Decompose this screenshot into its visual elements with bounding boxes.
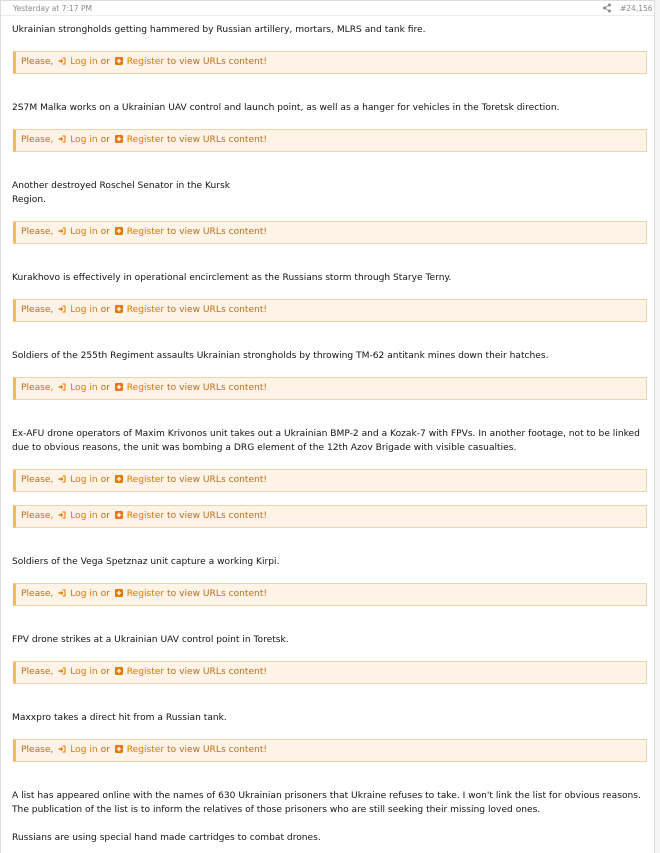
post-paragraph: Soldiers of the Vega Spetznaz unit capture a working Kirpi.	[12, 557, 280, 567]
post-header	[1, 1, 654, 16]
notice-please: Please,	[21, 383, 54, 393]
share-icon[interactable]	[602, 3, 612, 13]
login-link[interactable]: Log in	[70, 511, 98, 521]
register-link[interactable]: Register	[126, 135, 165, 145]
sign-in-icon	[58, 475, 66, 483]
login-notice	[13, 583, 647, 606]
notice-suffix: to view URLs content!	[167, 475, 268, 485]
notice-or: or	[100, 57, 110, 67]
sign-in-icon	[58, 305, 66, 313]
plus-square-icon	[115, 589, 123, 597]
post-paragraph: Ex-AFU drone operators of Maxim Krivonos unit takes out a Ukrainian BMP-2 and a Kozak-7 with FPVs. In another footage, not to be linked due to obvious reasons, the unit was bombing a DRG element of the 12th Azov Brigade with visible casualties.	[12, 429, 640, 453]
notice-or: or	[100, 511, 110, 521]
login-link[interactable]: Log in	[70, 667, 98, 677]
plus-square-icon	[115, 475, 123, 483]
register-link[interactable]: Register	[126, 227, 165, 237]
login-notice	[13, 469, 647, 492]
notice-please: Please,	[21, 135, 54, 145]
post-number[interactable]: #24,156	[620, 4, 653, 13]
notice-or: or	[100, 135, 110, 145]
plus-square-icon	[115, 57, 123, 65]
login-link[interactable]: Log in	[70, 475, 98, 485]
login-notice	[13, 377, 647, 400]
register-link[interactable]: Register	[126, 745, 165, 755]
login-notice	[13, 51, 647, 74]
login-notice	[13, 299, 647, 322]
login-link[interactable]: Log in	[70, 305, 98, 315]
sign-in-icon	[58, 667, 66, 675]
login-notice	[13, 739, 647, 762]
post-timestamp[interactable]: Yesterday at 7:17 PM	[13, 4, 92, 13]
register-link[interactable]: Register	[126, 57, 165, 67]
post-paragraph: Another destroyed Roschel Senator in the Kursk Region.	[12, 181, 230, 205]
notice-please: Please,	[21, 305, 54, 315]
notice-or: or	[100, 475, 110, 485]
post-paragraph: Maxxpro takes a direct hit from a Russian tank.	[12, 713, 227, 723]
plus-square-icon	[115, 667, 123, 675]
notice-please: Please,	[21, 511, 54, 521]
post-paragraph: Soldiers of the 255th Regiment assaults Ukrainian strongholds by throwing TM-62 antitank mines down their hatches.	[12, 351, 549, 361]
register-link[interactable]: Register	[126, 305, 165, 315]
sign-in-icon	[58, 511, 66, 519]
notice-suffix: to view URLs content!	[167, 383, 268, 393]
post-paragraph: Ukrainian strongholds getting hammered by Russian artillery, mortars, MLRS and tank fire.	[12, 25, 426, 35]
notice-suffix: to view URLs content!	[167, 745, 268, 755]
plus-square-icon	[115, 305, 123, 313]
login-link[interactable]: Log in	[70, 135, 98, 145]
plus-square-icon	[115, 227, 123, 235]
post-paragraph: FPV drone strikes at a Ukrainian UAV control point in Toretsk.	[12, 635, 289, 645]
notice-please: Please,	[21, 589, 54, 599]
sign-in-icon	[58, 57, 66, 65]
register-link[interactable]: Register	[126, 383, 165, 393]
register-link[interactable]: Register	[126, 589, 165, 599]
login-link[interactable]: Log in	[70, 227, 98, 237]
notice-suffix: to view URLs content!	[167, 227, 268, 237]
login-notice	[13, 505, 647, 528]
notice-or: or	[100, 227, 110, 237]
post-paragraph: 2S7M Malka works on a Ukrainian UAV control and launch point, as well as a hanger for vehicles in the Toretsk direction.	[12, 103, 560, 113]
plus-square-icon	[115, 135, 123, 143]
notice-please: Please,	[21, 745, 54, 755]
login-link[interactable]: Log in	[70, 383, 98, 393]
login-notice	[13, 661, 647, 684]
post-paragraph: A list has appeared online with the names of 630 Ukrainian prisoners that Ukraine refuses to take. I won't link the list for obvious reasons. The publication of the list is to inform the relatives of those prisoners who are still seeking their missing loved ones.	[12, 791, 641, 815]
notice-suffix: to view URLs content!	[167, 135, 268, 145]
notice-suffix: to view URLs content!	[167, 667, 268, 677]
login-notice	[13, 129, 647, 152]
notice-or: or	[100, 305, 110, 315]
sign-in-icon	[58, 589, 66, 597]
login-link[interactable]: Log in	[70, 745, 98, 755]
scrollbar[interactable]	[655, 0, 660, 853]
notice-or: or	[100, 383, 110, 393]
sign-in-icon	[58, 383, 66, 391]
sign-in-icon	[58, 745, 66, 753]
notice-suffix: to view URLs content!	[167, 305, 268, 315]
login-link[interactable]: Log in	[70, 589, 98, 599]
notice-please: Please,	[21, 667, 54, 677]
register-link[interactable]: Register	[126, 475, 165, 485]
notice-please: Please,	[21, 227, 54, 237]
sign-in-icon	[58, 227, 66, 235]
notice-or: or	[100, 667, 110, 677]
plus-square-icon	[115, 745, 123, 753]
post-paragraph: Kurakhovo is effectively in operational encirclement as the Russians storm through Starye Terny.	[12, 273, 452, 283]
sign-in-icon	[58, 135, 66, 143]
notice-please: Please,	[21, 475, 54, 485]
notice-please: Please,	[21, 57, 54, 67]
plus-square-icon	[115, 383, 123, 391]
register-link[interactable]: Register	[126, 511, 165, 521]
post-paragraph: Russians are using special hand made cartridges to combat drones.	[12, 833, 321, 843]
login-link[interactable]: Log in	[70, 57, 98, 67]
notice-suffix: to view URLs content!	[167, 511, 268, 521]
notice-or: or	[100, 745, 110, 755]
notice-or: or	[100, 589, 110, 599]
plus-square-icon	[115, 511, 123, 519]
notice-suffix: to view URLs content!	[167, 57, 268, 67]
notice-suffix: to view URLs content!	[167, 589, 268, 599]
register-link[interactable]: Register	[126, 667, 165, 677]
login-notice	[13, 221, 647, 244]
